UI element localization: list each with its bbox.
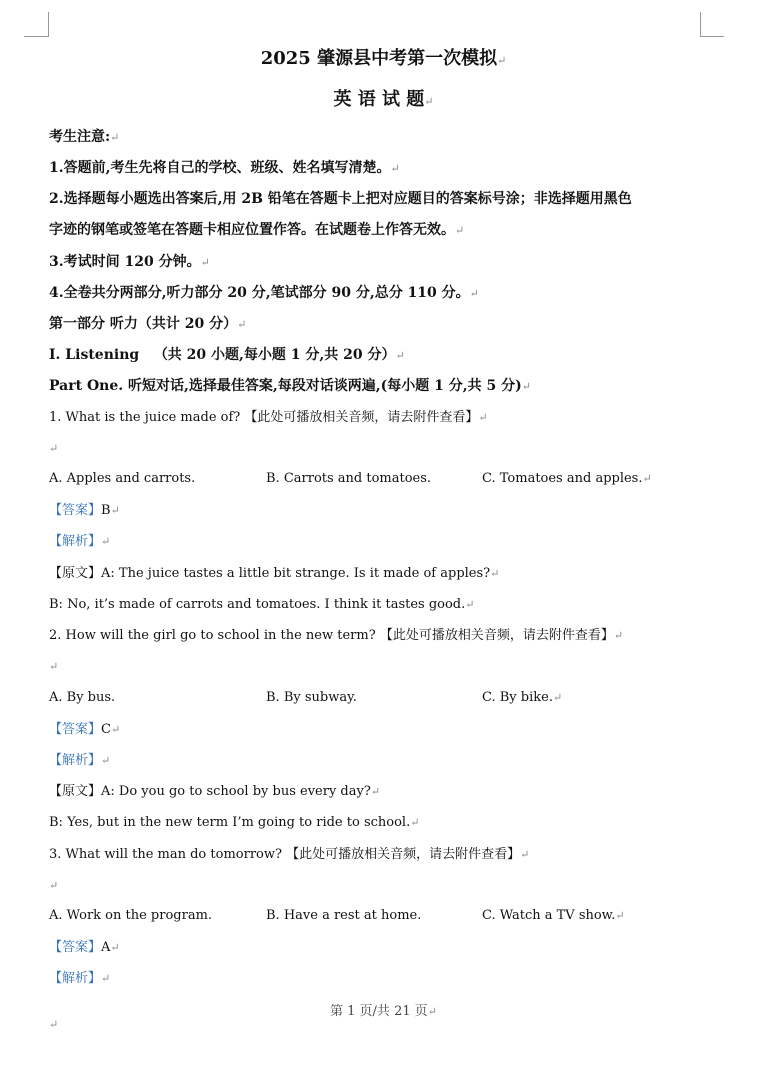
part-one-heading: Part One. 听短对话,选择最佳答案,每段对话谈两遍,(每小题 1 分,共 5 分)↵ [49, 378, 531, 394]
question-3-stem: 3. What will the man do tomorrow? 【此处可播放相关音频，请去附件查看】↵ [49, 847, 530, 862]
notice-item-1: 1.答题前,考生先将自己的学校、班级、姓名填写清楚。↵ [49, 160, 400, 176]
part-heading: 第一部分 听力（共计 20 分）↵ [49, 316, 247, 332]
notice-item-4: 4.全卷共分两部分,听力部分 20 分,笔试部分 90 分,总分 110 分。↵ [49, 285, 479, 301]
page-number: 第 1 页/共 21 页↵ [330, 1004, 437, 1019]
question-3-option-a: A. Work on the program. [49, 908, 213, 923]
question-3-option-b: B. Have a rest at home. [266, 908, 422, 923]
question-2-stem: 2. How will the girl go to school in the new term? 【此处可播放相关音频，请去附件查看】↵ [49, 628, 624, 643]
notice-heading: 考生注意:↵ [49, 129, 120, 145]
question-1-transcript-a: 【原文】A: The juice tastes a little bit strange. Is it made of apples?↵ [49, 566, 500, 581]
question-1-stem: 1. What is the juice made of? 【此处可播放相关音频，请去附件查看】↵ [49, 410, 488, 425]
question-2-answer: 【答案】C↵ [49, 722, 121, 737]
question-1-option-a: A. Apples and carrots. [49, 471, 196, 486]
listening-heading: I. Listening （共 20 小题,每小题 1 分,共 20 分）↵ [49, 347, 405, 363]
question-3-answer: 【答案】A↵ [49, 940, 120, 955]
notice-item-2-cont: 字迹的钢笔或签笔在答题卡相应位置作答。在试题卷上作答无效。↵ [49, 222, 465, 238]
question-2-option-b: B. By subway. [266, 690, 357, 705]
question-2-option-c: C. By bike.↵ [482, 690, 563, 705]
exam-subtitle: 英 语 试 题↵ [333, 89, 434, 110]
notice-item-2: 2.选择题每小题选出答案后,用 2B 铅笔在答题卡上把对应题目的答案标号涂；非选择题用黑色 [49, 191, 632, 207]
crop-mark-top-left-horizontal [24, 36, 49, 37]
question-2-option-a: A. By bus. [49, 690, 116, 705]
question-1-answer: 【答案】B↵ [49, 503, 120, 518]
question-2-transcript-b: B: Yes, but in the new term I’m going to ride to school.↵ [49, 815, 420, 830]
question-1-transcript-b: B: No, it’s made of carrots and tomatoes. I think it tastes good.↵ [49, 597, 475, 612]
question-2-analysis: 【解析】↵ [49, 753, 111, 768]
question-1-option-c: C. Tomatoes and apples.↵ [482, 471, 652, 486]
question-2-transcript-a: 【原文】A: Do you go to school by bus every day?↵ [49, 784, 381, 799]
exam-title: 2025 肇源县中考第一次模拟↵ [260, 48, 507, 69]
blank-line: ↵ [49, 879, 59, 892]
blank-line: ↵ [49, 660, 59, 673]
blank-line: ↵ [49, 442, 59, 455]
crop-mark-top-right-horizontal [700, 36, 724, 37]
blank-line: ↵ [49, 1018, 59, 1031]
notice-item-3: 3.考试时间 120 分钟。↵ [49, 254, 210, 270]
question-1-option-b: B. Carrots and tomatoes. [266, 471, 432, 486]
question-1-analysis: 【解析】↵ [49, 534, 111, 549]
question-3-analysis: 【解析】↵ [49, 971, 111, 986]
crop-mark-top-left-vertical [48, 12, 49, 36]
crop-mark-top-right-vertical [700, 12, 701, 36]
question-3-option-c: C. Watch a TV show.↵ [482, 908, 625, 923]
